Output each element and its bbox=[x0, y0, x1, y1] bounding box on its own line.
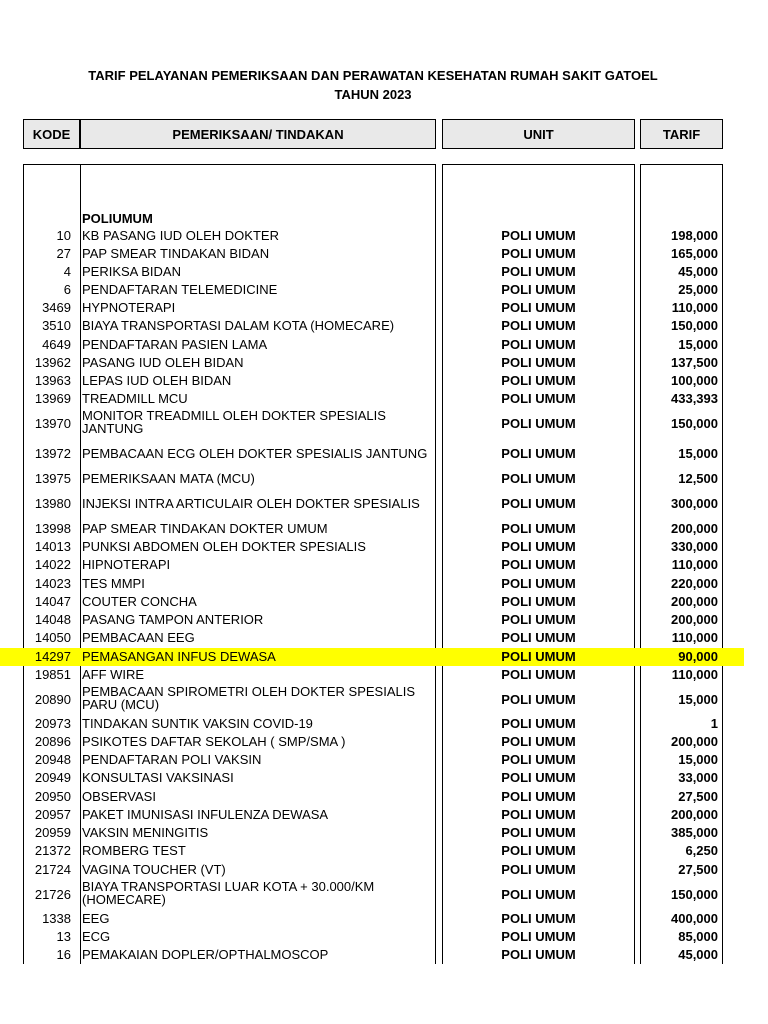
row-tarif: 90,000 bbox=[678, 649, 718, 664]
row-unit: POLI UMUM bbox=[501, 911, 576, 926]
row-tarif: 165,000 bbox=[671, 246, 718, 261]
row-unit: POLI UMUM bbox=[501, 496, 576, 511]
row-tindakan: VAKSIN MENINGITIS bbox=[82, 825, 209, 840]
table-row bbox=[0, 263, 768, 281]
row-tarif: 45,000 bbox=[678, 947, 718, 962]
header-unit: UNIT bbox=[442, 119, 635, 149]
row-tindakan: EEG bbox=[82, 911, 110, 926]
row-unit: POLI UMUM bbox=[501, 807, 576, 822]
row-unit: POLI UMUM bbox=[501, 471, 576, 486]
row-unit: POLI UMUM bbox=[501, 825, 576, 840]
table-row bbox=[0, 593, 768, 611]
row-tindakan: TREADMILL MCU bbox=[82, 391, 188, 406]
row-kode: 20948 bbox=[34, 752, 71, 767]
row-tarif: 15,000 bbox=[678, 752, 718, 767]
table-row bbox=[0, 879, 768, 911]
row-unit: POLI UMUM bbox=[501, 228, 576, 243]
row-kode: 20950 bbox=[34, 789, 71, 804]
row-tarif: 100,000 bbox=[671, 373, 718, 388]
row-tindakan: PAKET IMUNISASI INFULENZA DEWASA bbox=[82, 807, 329, 822]
row-kode: 13969 bbox=[34, 391, 71, 406]
row-tarif: 150,000 bbox=[671, 318, 718, 333]
row-unit: POLI UMUM bbox=[501, 649, 576, 664]
row-tarif: 200,000 bbox=[671, 734, 718, 749]
row-kode: 14022 bbox=[34, 557, 71, 572]
table-row bbox=[0, 556, 768, 574]
row-tindakan: PEMBACAAN EEG bbox=[82, 630, 195, 645]
row-kode: 14297 bbox=[34, 649, 71, 664]
row-kode: 13998 bbox=[34, 521, 71, 536]
row-tindakan: HYPNOTERAPI bbox=[82, 300, 176, 315]
row-unit: POLI UMUM bbox=[501, 300, 576, 315]
row-tindakan: PAP SMEAR TINDAKAN BIDAN bbox=[82, 246, 270, 261]
row-tarif: 12,500 bbox=[678, 471, 718, 486]
row-kode: 13972 bbox=[34, 446, 71, 461]
table-row bbox=[0, 336, 768, 354]
row-tindakan: KONSULTASI VAKSINASI bbox=[82, 770, 234, 785]
table-row bbox=[0, 769, 768, 787]
row-tindakan: HIPNOTERAPI bbox=[82, 557, 171, 572]
row-unit: POLI UMUM bbox=[501, 246, 576, 261]
row-tarif: 15,000 bbox=[678, 337, 718, 352]
row-tarif: 110,000 bbox=[671, 667, 718, 682]
table-row bbox=[0, 666, 768, 684]
row-tindakan: PENDAFTARAN POLI VAKSIN bbox=[82, 752, 262, 767]
table-row bbox=[0, 408, 768, 440]
row-tarif: 15,000 bbox=[678, 692, 718, 707]
row-kode: 20957 bbox=[34, 807, 71, 822]
table-row bbox=[0, 470, 768, 488]
row-tarif: 150,000 bbox=[671, 887, 718, 902]
row-tindakan: INJEKSI INTRA ARTICULAIR OLEH DOKTER SPESIALIS bbox=[82, 496, 420, 511]
row-unit: POLI UMUM bbox=[501, 770, 576, 785]
row-tarif: 27,500 bbox=[678, 862, 718, 877]
row-tindakan: OBSERVASI bbox=[82, 789, 156, 804]
table-row bbox=[0, 861, 768, 879]
table-row bbox=[0, 751, 768, 769]
row-tindakan: PENDAFTARAN PASIEN LAMA bbox=[82, 337, 268, 352]
table-row bbox=[0, 538, 768, 556]
row-tarif: 200,000 bbox=[671, 521, 718, 536]
row-tarif: 33,000 bbox=[678, 770, 718, 785]
table-row bbox=[0, 806, 768, 824]
table-row bbox=[0, 629, 768, 647]
table-row bbox=[0, 317, 768, 335]
row-tindakan: PASANG IUD OLEH BIDAN bbox=[82, 355, 244, 370]
header-tindakan: PEMERIKSAAN/ TINDAKAN bbox=[80, 119, 436, 149]
row-unit: POLI UMUM bbox=[501, 337, 576, 352]
row-unit: POLI UMUM bbox=[501, 752, 576, 767]
table-row bbox=[0, 684, 768, 716]
row-kode: 4649 bbox=[42, 337, 71, 352]
row-tindakan: TINDAKAN SUNTIK VAKSIN COVID-19 bbox=[82, 716, 313, 731]
row-tarif: 15,000 bbox=[678, 446, 718, 461]
row-tarif: 1 bbox=[710, 716, 718, 731]
table-row bbox=[0, 715, 768, 733]
row-kode: 20896 bbox=[34, 734, 71, 749]
row-kode: 20959 bbox=[34, 825, 71, 840]
row-tarif: 110,000 bbox=[671, 630, 718, 645]
table-row bbox=[0, 910, 768, 928]
header-kode: KODE bbox=[23, 119, 80, 149]
row-kode: 13980 bbox=[34, 496, 71, 511]
row-tarif: 150,000 bbox=[671, 416, 718, 431]
row-tindakan: PEMBACAAN SPIROMETRI OLEH DOKTER SPESIALIS PARU (MCU) bbox=[82, 684, 416, 712]
row-tarif: 330,000 bbox=[671, 539, 718, 554]
table-row bbox=[0, 824, 768, 842]
row-tindakan: KB PASANG IUD OLEH DOKTER bbox=[82, 228, 279, 243]
table-row bbox=[0, 245, 768, 263]
row-kode: 21372 bbox=[34, 843, 71, 858]
row-kode: 21724 bbox=[34, 862, 71, 877]
row-kode: 27 bbox=[56, 246, 71, 261]
table-row bbox=[0, 495, 768, 513]
row-tindakan: COUTER CONCHA bbox=[82, 594, 197, 609]
table-row bbox=[0, 733, 768, 751]
row-tarif: 220,000 bbox=[671, 576, 718, 591]
row-unit: POLI UMUM bbox=[501, 594, 576, 609]
table-row bbox=[0, 299, 768, 317]
row-kode: 21726 bbox=[34, 887, 71, 902]
row-tarif: 6,250 bbox=[685, 843, 718, 858]
row-kode: 14048 bbox=[34, 612, 71, 627]
row-tindakan: VAGINA TOUCHER (VT) bbox=[82, 862, 226, 877]
row-unit: POLI UMUM bbox=[501, 667, 576, 682]
table-row bbox=[0, 227, 768, 245]
row-tarif: 85,000 bbox=[678, 929, 718, 944]
row-unit: POLI UMUM bbox=[501, 576, 576, 591]
document-year: TAHUN 2023 bbox=[334, 87, 412, 102]
row-unit: POLI UMUM bbox=[501, 557, 576, 572]
row-unit: POLI UMUM bbox=[501, 521, 576, 536]
row-kode: 13962 bbox=[34, 355, 71, 370]
row-tindakan: PEMBACAAN ECG OLEH DOKTER SPESIALIS JANTUNG bbox=[82, 446, 428, 461]
table-row bbox=[0, 788, 768, 806]
row-tindakan: MONITOR TREADMILL OLEH DOKTER SPESIALIS JANTUNG bbox=[82, 408, 386, 436]
table-row bbox=[0, 928, 768, 946]
table-row bbox=[0, 520, 768, 538]
row-unit: POLI UMUM bbox=[501, 282, 576, 297]
table-row bbox=[0, 390, 768, 408]
row-tindakan: TES MMPI bbox=[82, 576, 145, 591]
row-tindakan: PAP SMEAR TINDAKAN DOKTER UMUM bbox=[82, 521, 328, 536]
table-row bbox=[0, 354, 768, 372]
table-row bbox=[0, 648, 744, 666]
row-tarif: 198,000 bbox=[671, 228, 718, 243]
row-tarif: 137,500 bbox=[671, 355, 718, 370]
table-row bbox=[0, 281, 768, 299]
table-row bbox=[0, 842, 768, 860]
row-tarif: 200,000 bbox=[671, 807, 718, 822]
row-tindakan: BIAYA TRANSPORTASI LUAR KOTA + 30.000/KM (HOMECARE) bbox=[82, 879, 375, 907]
row-tindakan: ECG bbox=[82, 929, 111, 944]
row-tindakan: PASANG TAMPON ANTERIOR bbox=[82, 612, 264, 627]
row-kode: 14047 bbox=[34, 594, 71, 609]
row-unit: POLI UMUM bbox=[501, 887, 576, 902]
row-unit: POLI UMUM bbox=[501, 373, 576, 388]
row-tarif: 25,000 bbox=[678, 282, 718, 297]
row-unit: POLI UMUM bbox=[501, 264, 576, 279]
row-tarif: 110,000 bbox=[671, 557, 718, 572]
row-tarif: 300,000 bbox=[671, 496, 718, 511]
table-row bbox=[0, 372, 768, 390]
row-unit: POLI UMUM bbox=[501, 630, 576, 645]
row-tindakan: BIAYA TRANSPORTASI DALAM KOTA (HOMECARE) bbox=[82, 318, 395, 333]
table-row bbox=[0, 611, 768, 629]
row-unit: POLI UMUM bbox=[501, 947, 576, 962]
row-kode: 14050 bbox=[34, 630, 71, 645]
row-unit: POLI UMUM bbox=[501, 692, 576, 707]
row-kode: 13 bbox=[56, 929, 71, 944]
row-kode: 13963 bbox=[34, 373, 71, 388]
row-unit: POLI UMUM bbox=[501, 716, 576, 731]
row-unit: POLI UMUM bbox=[501, 789, 576, 804]
row-tindakan: PERIKSA BIDAN bbox=[82, 264, 181, 279]
row-unit: POLI UMUM bbox=[501, 612, 576, 627]
row-kode: 14013 bbox=[34, 539, 71, 554]
row-tindakan: PENDAFTARAN TELEMEDICINE bbox=[82, 282, 278, 297]
row-kode: 20890 bbox=[34, 692, 71, 707]
row-unit: POLI UMUM bbox=[501, 862, 576, 877]
row-tarif: 200,000 bbox=[671, 594, 718, 609]
row-tarif: 385,000 bbox=[671, 825, 718, 840]
row-tarif: 110,000 bbox=[671, 300, 718, 315]
row-tindakan: ROMBERG TEST bbox=[82, 843, 186, 858]
row-tindakan: AFF WIRE bbox=[82, 667, 145, 682]
row-unit: POLI UMUM bbox=[501, 539, 576, 554]
row-kode: 1338 bbox=[42, 911, 71, 926]
document-title: TARIF PELAYANAN PEMERIKSAAN DAN PERAWATAN KESEHATAN RUMAH SAKIT GATOEL bbox=[88, 68, 658, 83]
row-tindakan: LEPAS IUD OLEH BIDAN bbox=[82, 373, 232, 388]
table-row bbox=[0, 946, 768, 964]
row-unit: POLI UMUM bbox=[501, 929, 576, 944]
row-tindakan: PSIKOTES DAFTAR SEKOLAH ( SMP/SMA ) bbox=[82, 734, 346, 749]
row-kode: 16 bbox=[56, 947, 71, 962]
table-row bbox=[0, 445, 768, 463]
section-heading: POLIUMUM bbox=[82, 211, 153, 226]
row-tindakan: PEMAKAIAN DOPLER/OPTHALMOSCOP bbox=[82, 947, 329, 962]
row-kode: 3510 bbox=[42, 318, 71, 333]
row-unit: POLI UMUM bbox=[501, 355, 576, 370]
row-tindakan: PEMASANGAN INFUS DEWASA bbox=[82, 649, 276, 664]
header-tarif: TARIF bbox=[640, 119, 723, 149]
row-tarif: 433,393 bbox=[671, 391, 718, 406]
row-kode: 13975 bbox=[34, 471, 71, 486]
row-kode: 14023 bbox=[34, 576, 71, 591]
row-tindakan: PEMERIKSAAN MATA (MCU) bbox=[82, 471, 255, 486]
row-unit: POLI UMUM bbox=[501, 416, 576, 431]
row-unit: POLI UMUM bbox=[501, 734, 576, 749]
row-kode: 10 bbox=[56, 228, 71, 243]
row-unit: POLI UMUM bbox=[501, 843, 576, 858]
row-kode: 20949 bbox=[34, 770, 71, 785]
row-unit: POLI UMUM bbox=[501, 318, 576, 333]
row-kode: 20973 bbox=[34, 716, 71, 731]
row-tarif: 45,000 bbox=[678, 264, 718, 279]
row-kode: 4 bbox=[63, 264, 71, 279]
row-tarif: 200,000 bbox=[671, 612, 718, 627]
row-kode: 3469 bbox=[42, 300, 71, 315]
table-row bbox=[0, 575, 768, 593]
row-kode: 19851 bbox=[34, 667, 71, 682]
row-unit: POLI UMUM bbox=[501, 446, 576, 461]
row-tindakan: PUNKSI ABDOMEN OLEH DOKTER SPESIALIS bbox=[82, 539, 366, 554]
row-unit: POLI UMUM bbox=[501, 391, 576, 406]
row-tarif: 27,500 bbox=[678, 789, 718, 804]
row-kode: 6 bbox=[63, 282, 71, 297]
row-tarif: 400,000 bbox=[671, 911, 718, 926]
row-kode: 13970 bbox=[34, 416, 71, 431]
